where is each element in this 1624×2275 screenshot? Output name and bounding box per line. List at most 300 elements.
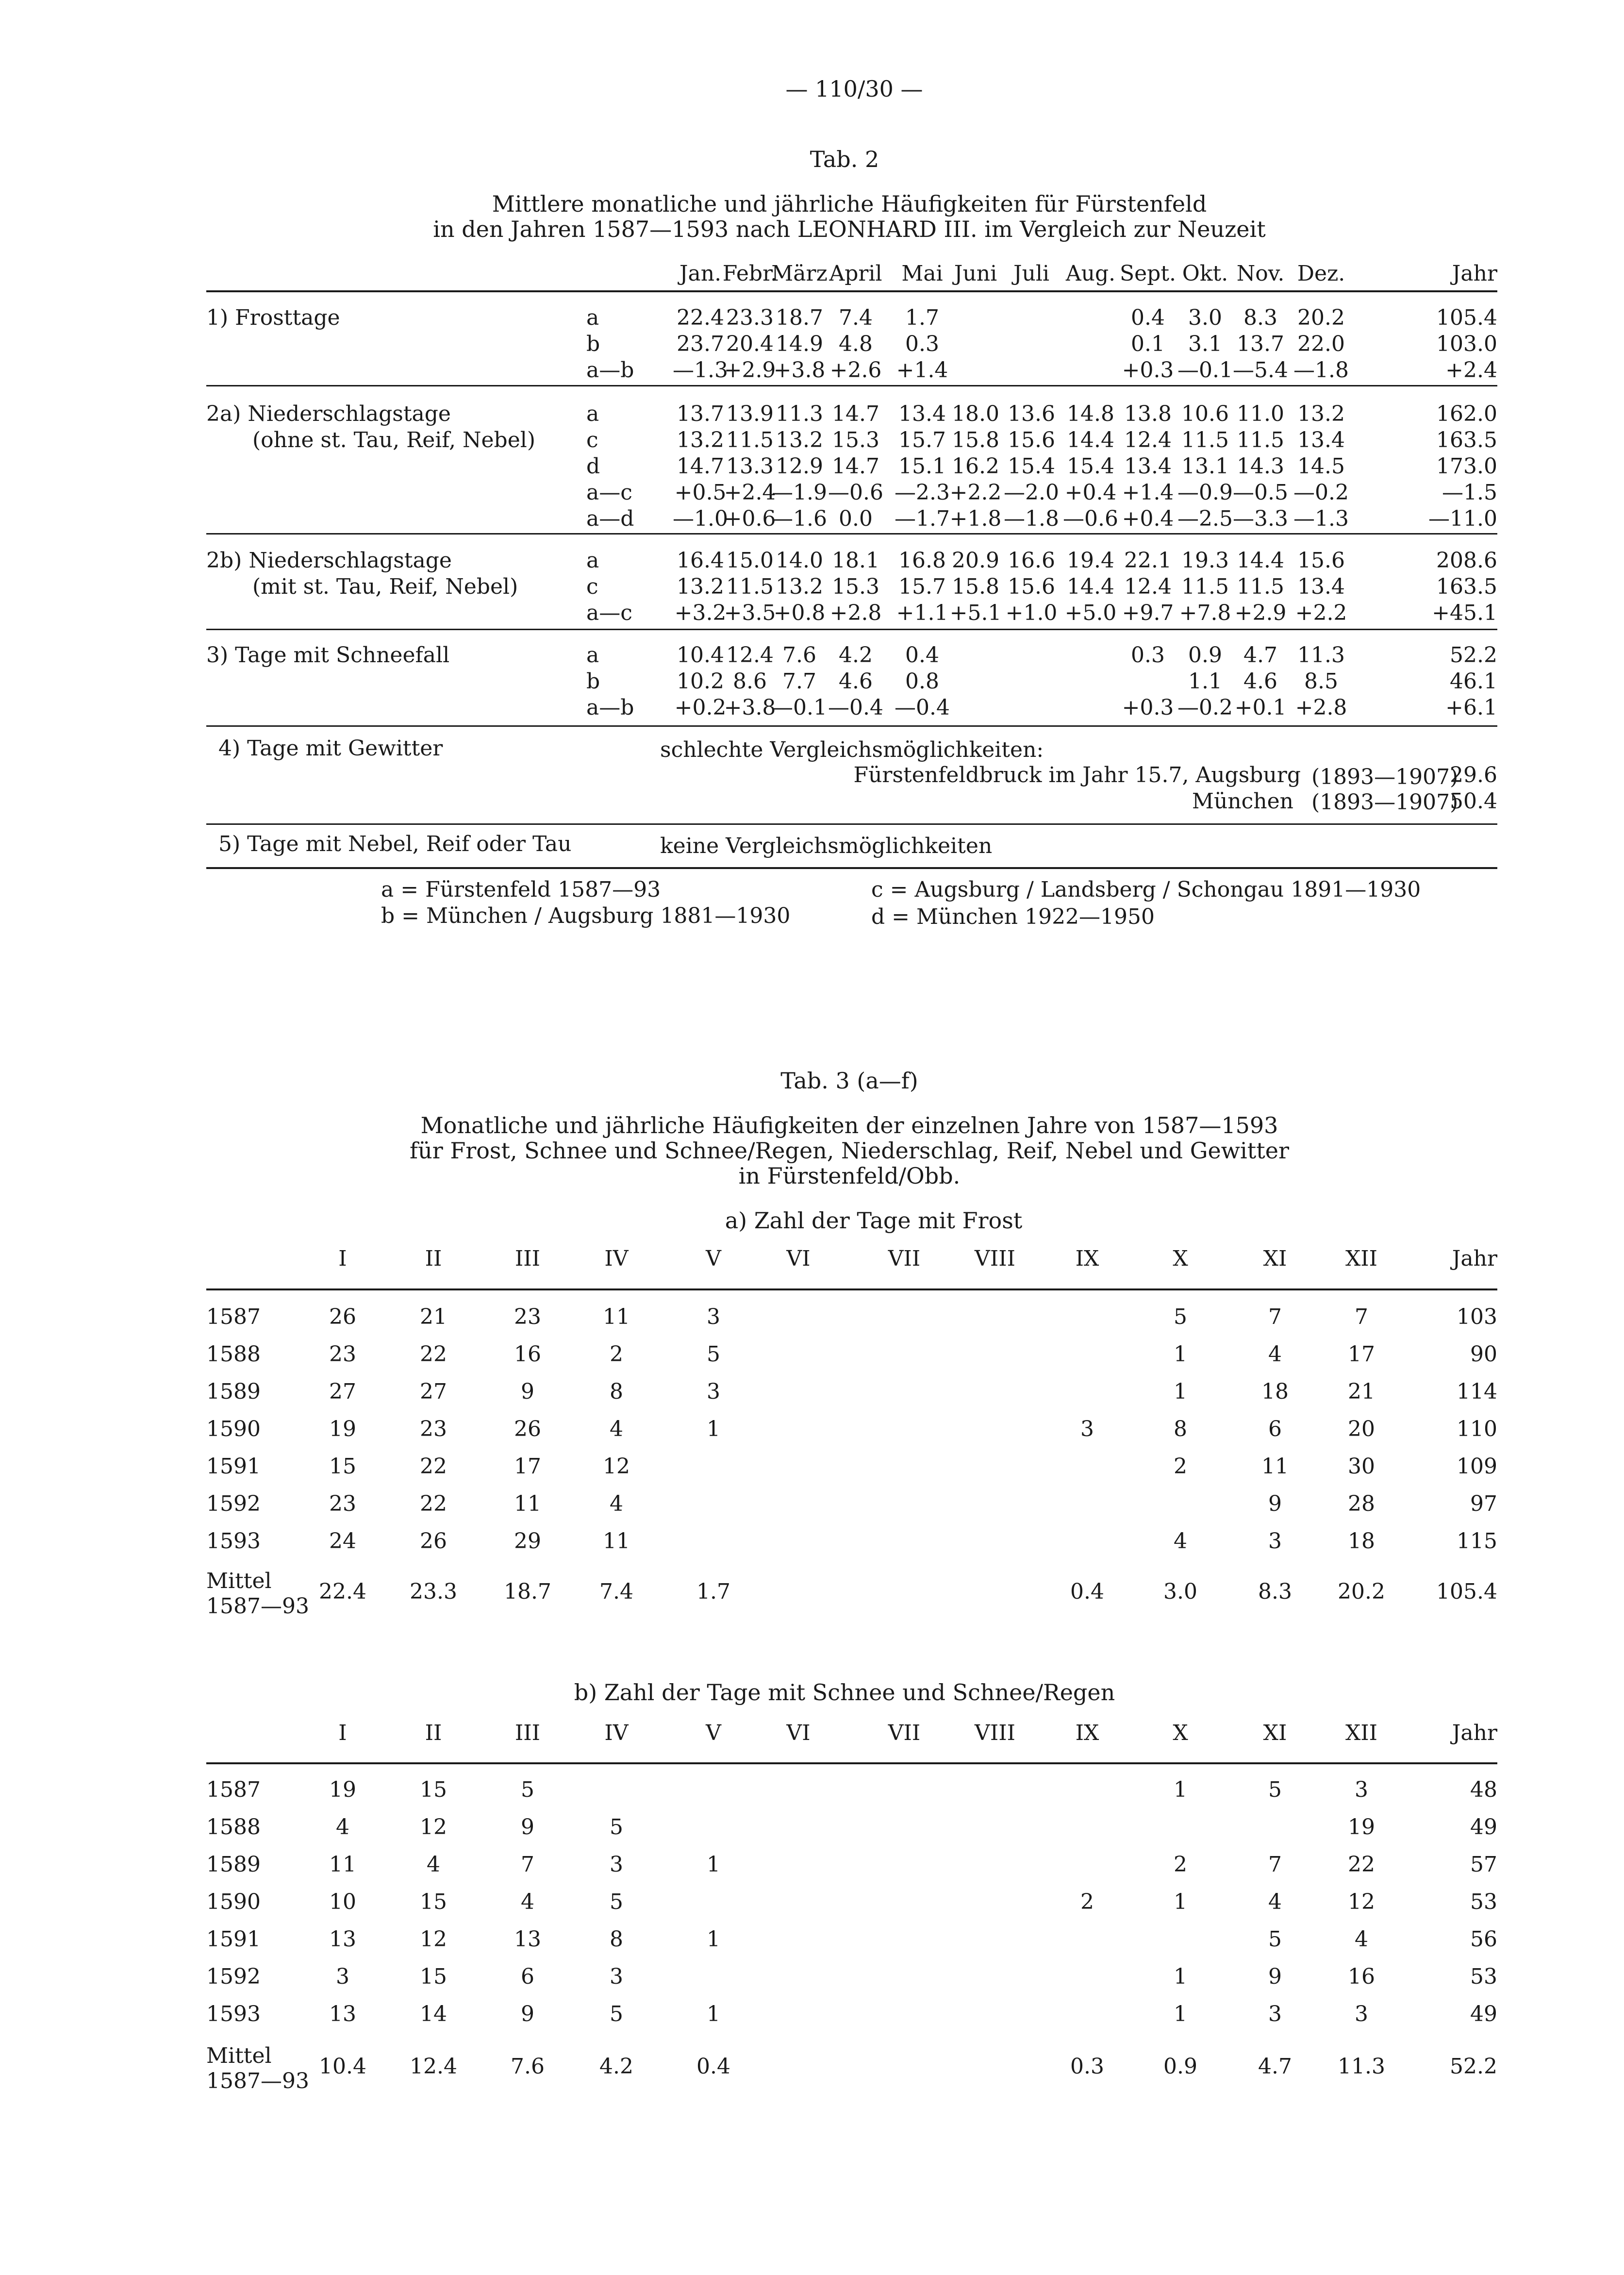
tab3-cell: 9: [1268, 1964, 1282, 1989]
tab3-cell: 10: [329, 1890, 356, 1914]
tab3-cell: 17: [514, 1454, 541, 1479]
tab3-cell: 3: [707, 1379, 720, 1404]
tab2-cell: +3.2: [674, 601, 727, 625]
tab2-cell: 23.7: [677, 332, 724, 356]
tab3-cell: 9: [521, 1815, 534, 1840]
tab2-cell: 4.2: [839, 643, 873, 668]
tab2-cell: 15.6: [1297, 548, 1345, 573]
tab3-cell: 11: [329, 1852, 356, 1877]
tab3-col-header: XI: [1263, 1246, 1287, 1271]
tab2-cell: 0.9: [1188, 643, 1222, 668]
tab2-cell: +1.8: [949, 506, 1002, 531]
tab3-cell: 23: [329, 1342, 356, 1367]
tab3-cell: 30: [1348, 1454, 1375, 1479]
legend-b: b = München / Augsburg 1881—1930: [381, 903, 791, 928]
tab2-cell: 208.6: [1436, 548, 1497, 573]
tab2-cell: 7.7: [782, 669, 816, 694]
tab3-cell: 1: [1174, 1890, 1187, 1914]
tab3-cell: 12: [603, 1454, 630, 1479]
tab2-cell: 13.7: [677, 401, 724, 426]
tab3-cell: 23: [329, 1491, 356, 1516]
tab3-cell: 1: [1174, 1777, 1187, 1802]
tab3-mean-label-1: Mittel: [206, 1569, 272, 1593]
tab2-cell: 19.3: [1181, 548, 1229, 573]
tab2-group-rule: [206, 533, 1497, 535]
tab3-cell: 115: [1457, 1529, 1497, 1554]
tab3-cell: 49: [1470, 2002, 1497, 2026]
tab2-cell: 19.4: [1067, 548, 1114, 573]
tab2-col-header: Jahr: [1452, 261, 1497, 286]
tab2-cell: +5.1: [949, 601, 1002, 625]
tab2-cell: —11.0: [1428, 506, 1497, 531]
tab3-col-header: V: [706, 1246, 721, 1271]
gewitter-line3-value: 50.4: [1450, 789, 1497, 814]
tab3-mean-label-1: Mittel: [206, 2043, 272, 2068]
tab2-row-code: a: [586, 305, 599, 330]
tab3-label: Tab. 3 (a—f): [780, 1068, 918, 1094]
tab3-cell: 4: [1174, 1529, 1187, 1554]
tab3-cell: 4: [336, 1815, 349, 1840]
tab2-cell: 15.6: [1008, 428, 1055, 452]
tab2-cell: +2.8: [829, 601, 882, 625]
tab3-cell: 21: [420, 1305, 447, 1329]
tab2-col-header: Juli: [1013, 261, 1050, 286]
tab3-cell: 3: [336, 1964, 349, 1989]
tab3-mean-cell: 11.3: [1338, 2054, 1385, 2079]
tab3-cell: 15: [329, 1454, 356, 1479]
tab2-cell: 16.4: [677, 548, 724, 573]
tab2-cell: 0.8: [905, 669, 939, 694]
tab3-mean-cell: 4.7: [1258, 2054, 1292, 2079]
tab3-cell: 4: [521, 1890, 534, 1914]
tab3-cell: 21: [1348, 1379, 1375, 1404]
tab2-cell: 14.9: [776, 332, 823, 356]
tab3-cell: 7: [1268, 1305, 1282, 1329]
tab3-mean-cell: 7.4: [599, 1579, 633, 1604]
tab2-group-label: 2b) Niederschlagstage: [206, 548, 452, 573]
tab3-cell: 97: [1470, 1491, 1497, 1516]
tab2-row-code: a—b: [586, 358, 634, 383]
tab3-cell: 15: [420, 1964, 447, 1989]
tab2-cell: +9.7: [1122, 601, 1174, 625]
tab3-cell: 22: [420, 1342, 447, 1367]
tab2-cell: +2.9: [1234, 601, 1287, 625]
tab3-cell: 22: [420, 1454, 447, 1479]
tab2-cell: 3.1: [1188, 332, 1222, 356]
tab2-cell: 18.7: [776, 305, 823, 330]
tab2-cell: +3.8: [724, 695, 776, 720]
tab2-cell: +2.9: [724, 358, 776, 383]
tab3-col-header: X: [1173, 1721, 1188, 1745]
tab2-cell: 13.2: [677, 574, 724, 599]
tab3-col-header: VI: [786, 1721, 811, 1745]
tab2-cell: 16.6: [1008, 548, 1055, 573]
tab2-cell: 15.7: [898, 574, 946, 599]
tab2-cell: +1.0: [1005, 601, 1058, 625]
tab2-col-header: Nov.: [1236, 261, 1285, 286]
tab2-col-header: Jan.: [679, 261, 722, 286]
tab3-col-header: XII: [1345, 1721, 1378, 1745]
tab2-group-rule: [206, 629, 1497, 630]
tab2-cell: 1.1: [1188, 669, 1222, 694]
tab2-cell: 0.3: [905, 332, 939, 356]
tab3-cell: 9: [521, 2002, 534, 2026]
tab2-col-header: April: [829, 261, 882, 286]
tab3-col-header: IX: [1075, 1246, 1099, 1271]
tab2-cell: 20.9: [952, 548, 999, 573]
tab3-cell: 1: [1174, 1379, 1187, 1404]
tab3-cell: 11: [1261, 1454, 1289, 1479]
tab3-mean-cell: 0.9: [1163, 2054, 1197, 2079]
tab3-mean-cell: 18.7: [504, 1579, 551, 1604]
tab2-cell: 13.3: [726, 454, 774, 479]
tab3-mean-cell: 1.7: [696, 1579, 730, 1604]
tab3-cell: 5: [610, 2002, 623, 2026]
tab3-cell: 1: [707, 2002, 720, 2026]
tab2-cell: —1.3: [1293, 506, 1349, 531]
tab2-cell: 4.6: [839, 669, 873, 694]
tab3-cell: 11: [603, 1529, 630, 1554]
tab3-cell: 4: [1268, 1342, 1282, 1367]
tab3-row-year: 1589: [206, 1852, 261, 1877]
tab2-cell: 20.4: [726, 332, 774, 356]
tab2-cell: —1.0: [673, 506, 728, 531]
tab2-cell: 103.0: [1436, 332, 1497, 356]
tab2-group-label: 3) Tage mit Schneefall: [206, 643, 450, 668]
tab3-cell: 4: [1355, 1927, 1368, 1952]
tab2-cell: 18.1: [832, 548, 879, 573]
tab3-cell: 22: [420, 1491, 447, 1516]
tab3-mean-label-2: 1587—93: [206, 1594, 309, 1619]
tab2-cell: +0.4: [1064, 480, 1117, 505]
tab3-cell: 26: [514, 1417, 541, 1441]
tab3-cell: 1: [707, 1417, 720, 1441]
tab3-cell: 8: [1174, 1417, 1187, 1441]
tab2-cell: 13.4: [1297, 574, 1345, 599]
tab2-cell: 13.2: [677, 428, 724, 452]
tab2-cell: 22.4: [677, 305, 724, 330]
tab2-cell: 52.2: [1450, 643, 1497, 668]
tab2-group-label: (mit st. Tau, Reif, Nebel): [252, 574, 518, 599]
tab3-cell: 5: [521, 1777, 534, 1802]
tab2-header-rule: [206, 290, 1497, 292]
tab2-cell: +0.1: [1234, 695, 1287, 720]
tab3-row-year: 1590: [206, 1890, 261, 1914]
tab2-cell: —0.2: [1293, 480, 1349, 505]
tab2-cell: 14.7: [832, 401, 879, 426]
tab3-cell: 110: [1457, 1417, 1497, 1441]
tab2-col-header: Juni: [954, 261, 997, 286]
tab2-cell: 11.0: [1237, 401, 1284, 426]
tab2-cell: 14.4: [1067, 428, 1114, 452]
tab2-cell: 0.4: [905, 643, 939, 668]
tab2-group-label: 1) Frosttage: [206, 305, 340, 330]
tab3-cell: 26: [329, 1305, 356, 1329]
tab2-cell: 173.0: [1436, 454, 1497, 479]
tab3-cell: 13: [329, 2002, 356, 2026]
tab2-cell: 14.8: [1067, 401, 1114, 426]
tab3-row-year: 1592: [206, 1491, 261, 1516]
tab3-mean-cell: 22.4: [319, 1579, 366, 1604]
tab2-cell: 14.4: [1067, 574, 1114, 599]
tab2-cell: 11.5: [726, 428, 774, 452]
tab3-col-header: VII: [888, 1721, 921, 1745]
tab3-cell: 3: [1355, 1777, 1368, 1802]
tab3-row-year: 1587: [206, 1777, 261, 1802]
tab2-cell: 46.1: [1450, 669, 1497, 694]
legend-d: d = München 1922—1950: [871, 904, 1155, 929]
tab3-mean-cell: 20.2: [1338, 1579, 1385, 1604]
tab3-cell: 9: [1268, 1491, 1282, 1516]
tab3-cell: 3: [610, 1964, 623, 1989]
tab3-col-header: X: [1173, 1246, 1188, 1271]
tab2-cell: —2.5: [1177, 506, 1233, 531]
tab2-cell: +1.1: [896, 601, 948, 625]
tab3-cell: 13: [329, 1927, 356, 1952]
tab2-cell: 13.8: [1124, 401, 1172, 426]
tab3-cell: 7: [521, 1852, 534, 1877]
tab3-cell: 3: [707, 1305, 720, 1329]
tab3a-title: a) Zahl der Tage mit Frost: [725, 1207, 1023, 1234]
tab3-cell: 2: [1080, 1890, 1094, 1914]
tab2-cell: —0.9: [1177, 480, 1233, 505]
tab2-group-rule: [206, 725, 1497, 727]
tab2-cell: 14.7: [832, 454, 879, 479]
tab3-cell: 3: [1268, 2002, 1282, 2026]
tab2-cell: 7.4: [839, 305, 873, 330]
tab3-cell: 1: [707, 1927, 720, 1952]
tab3-col-header: Jahr: [1452, 1721, 1497, 1745]
tab3-col-header: IV: [604, 1721, 629, 1745]
tab2-cell: 13.1: [1181, 454, 1229, 479]
tab2-cell: 8.6: [733, 669, 767, 694]
tab2-col-header: März: [771, 261, 828, 286]
tab3-col-header: VIII: [975, 1721, 1015, 1745]
tab3-mean-cell: 0.4: [696, 2054, 730, 2079]
gewitter-line1: schlechte Vergleichsmöglichkeiten:: [660, 737, 1044, 762]
tab2-cell: —1.3: [673, 358, 728, 383]
tab2-cell: +0.8: [773, 601, 826, 625]
tab2-cell: +1.4: [896, 358, 948, 383]
tab2-label: Tab. 2: [810, 146, 879, 172]
tab3-mean-cell: 52.2: [1450, 2054, 1497, 2079]
tab2-cell: —0.6: [1063, 506, 1118, 531]
tab3-cell: 5: [707, 1342, 720, 1367]
tab3-cell: 5: [610, 1890, 623, 1914]
tab3-cell: 5: [1174, 1305, 1187, 1329]
tab3-cell: 6: [521, 1964, 534, 1989]
tab2-cell: 15.4: [1067, 454, 1114, 479]
tab3-cell: 18: [1261, 1379, 1289, 1404]
tab3-mean-cell: 0.3: [1070, 2054, 1104, 2079]
tab2-row-code: b: [586, 332, 600, 356]
tab2-cell: 11.5: [1181, 574, 1229, 599]
tab2-cell: 12.4: [1124, 574, 1172, 599]
tab2-cell: —0.4: [895, 695, 950, 720]
tab3-cell: 90: [1470, 1342, 1497, 1367]
tab2-title-line1: Mittlere monatliche und jährliche Häufigkeiten für Fürstenfeld: [492, 191, 1207, 217]
tab2-group-label: (ohne st. Tau, Reif, Nebel): [252, 428, 535, 452]
tab2-cell: 15.3: [832, 574, 879, 599]
tab3-cell: 2: [1174, 1852, 1187, 1877]
tab3-mean-cell: 8.3: [1258, 1579, 1292, 1604]
tab2-cell: 22.1: [1124, 548, 1172, 573]
tab2-cell: 14.0: [776, 548, 823, 573]
tab2-row-code: b: [586, 669, 600, 694]
tab2-cell: 11.5: [1237, 574, 1284, 599]
tab3-cell: 19: [1348, 1815, 1375, 1840]
tab3-cell: 1: [707, 1852, 720, 1877]
tab2-rule-gewitter: [206, 823, 1497, 825]
tab3-col-header: XII: [1345, 1246, 1378, 1271]
tab2-cell: 15.3: [832, 428, 879, 452]
tab2-cell: 10.2: [677, 669, 724, 694]
gewitter-label: 4) Tage mit Gewitter: [218, 736, 443, 761]
tab2-cell: 13.4: [1297, 428, 1345, 452]
tab3-col-header: V: [706, 1721, 721, 1745]
tab2-cell: —1.5: [1442, 480, 1497, 505]
tab2-col-header: Sept.: [1119, 261, 1177, 286]
tab2-col-header: Mai: [901, 261, 943, 286]
tab2-cell: +0.2: [674, 695, 727, 720]
tab2-cell: 23.3: [726, 305, 774, 330]
tab2-cell: 13.2: [776, 428, 823, 452]
tab3-cell: 12: [420, 1815, 447, 1840]
tab2-cell: +2.2: [1295, 601, 1347, 625]
tab3-cell: 16: [514, 1342, 541, 1367]
tab3-cell: 15: [420, 1777, 447, 1802]
tab2-cell: +2.4: [724, 480, 776, 505]
tab3-cell: 12: [420, 1927, 447, 1952]
tab3-cell: 4: [610, 1417, 623, 1441]
tab3-row-year: 1592: [206, 1964, 261, 1989]
tab2-cell: 15.8: [952, 428, 999, 452]
tab3-row-year: 1591: [206, 1927, 261, 1952]
tab2-cell: —0.4: [828, 695, 883, 720]
tab2-row-code: a—d: [586, 506, 634, 531]
tab2-cell: 13.4: [1124, 454, 1172, 479]
tab3-cell: 109: [1457, 1454, 1497, 1479]
tab2-cell: 14.7: [677, 454, 724, 479]
tab3-cell: 20: [1348, 1417, 1375, 1441]
tab3-cell: 5: [610, 1815, 623, 1840]
tab2-cell: —1.7: [895, 506, 950, 531]
tab2-cell: 10.4: [677, 643, 724, 668]
tab2-cell: +2.6: [829, 358, 882, 383]
tab3-col-header: IV: [604, 1246, 629, 1271]
tab3-mean-label-2: 1587—93: [206, 2069, 309, 2093]
tab3-cell: 27: [420, 1379, 447, 1404]
tab2-cell: 15.7: [898, 428, 946, 452]
tab2-cell: 15.8: [952, 574, 999, 599]
tab3-col-header: VIII: [975, 1246, 1015, 1271]
legend-a: a = Fürstenfeld 1587—93: [381, 877, 661, 902]
tab2-row-code: d: [586, 454, 600, 479]
tab2-cell: +0.5: [674, 480, 727, 505]
tab3-col-header: VII: [888, 1246, 921, 1271]
tab3-cell: 9: [521, 1379, 534, 1404]
tab3-cell: 3: [1268, 1529, 1282, 1554]
tab3-cell: 3: [1080, 1417, 1094, 1441]
tab2-cell: 18.0: [952, 401, 999, 426]
tab3-mean-cell: 7.6: [511, 2054, 545, 2079]
tab3-cell: 2: [1174, 1454, 1187, 1479]
tab2-cell: —1.8: [1293, 358, 1349, 383]
tab3-cell: 28: [1348, 1491, 1375, 1516]
tab3-cell: 49: [1470, 1815, 1497, 1840]
tab3-title-line1: Monatliche und jährliche Häufigkeiten der einzelnen Jahre von 1587—1593: [420, 1112, 1278, 1138]
tab3-cell: 19: [329, 1417, 356, 1441]
tab2-cell: +45.1: [1432, 601, 1497, 625]
tab3-col-header: III: [514, 1721, 541, 1745]
gewitter-line2-value: 29.6: [1450, 763, 1497, 787]
tab3-col-header: I: [338, 1246, 347, 1271]
tab2-row-code: c: [586, 428, 598, 452]
tab3-row-year: 1588: [206, 1342, 261, 1367]
tab3-cell: 18: [1348, 1529, 1375, 1554]
tab2-cell: 163.5: [1436, 428, 1497, 452]
tab2-cell: 3.0: [1188, 305, 1222, 330]
gewitter-line2-text: Fürstenfeldbruck im Jahr 15.7, Augsburg: [853, 763, 1301, 787]
tab2-cell: 11.5: [726, 574, 774, 599]
tab3-cell: 19: [329, 1777, 356, 1802]
tab3-cell: 13: [514, 1927, 541, 1952]
tab3-cell: 6: [1268, 1417, 1282, 1441]
tab3-cell: 3: [610, 1852, 623, 1877]
tab2-cell: 15.4: [1008, 454, 1055, 479]
tab2-cell: —1.6: [772, 506, 827, 531]
tab3-col-header: XI: [1263, 1721, 1287, 1745]
tab2-col-header: Febr.: [722, 261, 778, 286]
tab2-row-code: a: [586, 548, 599, 573]
tab2-row-code: c: [586, 574, 598, 599]
tab2-cell: 15.1: [898, 454, 946, 479]
tab3-cell: 103: [1457, 1305, 1497, 1329]
tab2-cell: 10.6: [1181, 401, 1229, 426]
tab3-mean-cell: 105.4: [1436, 1579, 1497, 1604]
tab2-bottom-rule: [206, 867, 1497, 869]
tab2-cell: 12.4: [1124, 428, 1172, 452]
tab3-cell: 1: [1174, 1342, 1187, 1367]
tab2-cell: 163.5: [1436, 574, 1497, 599]
tab2-cell: 0.3: [1131, 643, 1165, 668]
tab3-cell: 27: [329, 1379, 356, 1404]
tab2-title-line2: in den Jahren 1587—1593 nach LEONHARD III. im Vergleich zur Neuzeit: [433, 216, 1266, 242]
tab2-cell: 12.9: [776, 454, 823, 479]
tab2-cell: +3.5: [724, 601, 776, 625]
tab3-cell: 7: [1355, 1305, 1368, 1329]
tab2-cell: 8.3: [1243, 305, 1277, 330]
tab3-cell: 7: [1268, 1852, 1282, 1877]
tab3-cell: 114: [1457, 1379, 1497, 1404]
tab2-cell: +0.4: [1122, 506, 1174, 531]
tab3-cell: 4: [610, 1491, 623, 1516]
tab3-cell: 8: [610, 1927, 623, 1952]
tab3-cell: 22: [1348, 1852, 1375, 1877]
tab2-cell: 4.6: [1243, 669, 1277, 694]
tab2-cell: 0.1: [1131, 332, 1165, 356]
tab3-cell: 12: [1348, 1890, 1375, 1914]
tab2-cell: 11.5: [1237, 428, 1284, 452]
nebel-text: keine Vergleichsmöglichkeiten: [660, 834, 993, 858]
tab2-cell: 16.8: [898, 548, 946, 573]
tab2-cell: 13.6: [1008, 401, 1055, 426]
tab2-cell: 105.4: [1436, 305, 1497, 330]
gewitter-line2-period: (1893—1907): [1311, 765, 1458, 789]
tab2-cell: +0.6: [724, 506, 776, 531]
tab2-cell: 14.4: [1237, 548, 1284, 573]
tab2-cell: 22.0: [1297, 332, 1345, 356]
